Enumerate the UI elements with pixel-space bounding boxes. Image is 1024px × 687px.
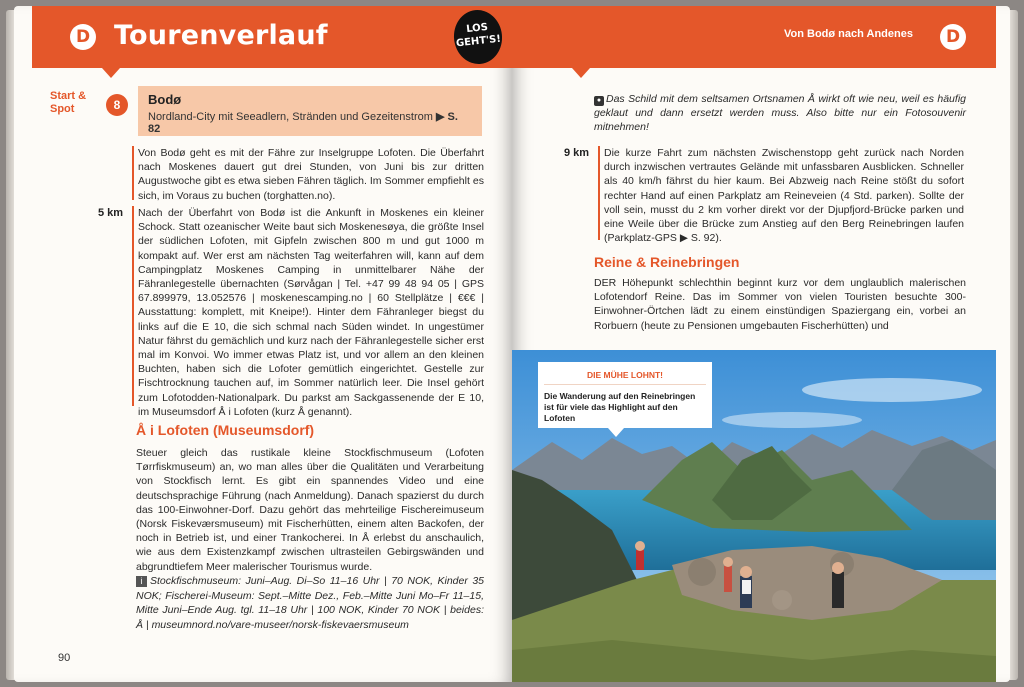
section-heading-reine: Reine & Reinebringen	[594, 254, 740, 270]
callout-notch	[608, 428, 624, 437]
los-gehts-badge	[451, 8, 504, 67]
badge-line-1: LOS	[465, 21, 489, 36]
spot-box	[138, 86, 482, 136]
start-label: Start &	[50, 90, 87, 102]
banner-notch	[102, 68, 120, 78]
route-bar	[598, 146, 600, 240]
moskenes-paragraph: Nach der Überfahrt von Bodø ist die Ankunft in Moskenes ein kleiner Schock. Statt ozeanischer Weite baut sich Moskenesøya, die größte Insel der südlichen Lofoten, mit Gipfeln zwischen 800 m und gut 1000 m kompakt auf. Wer erst am nächsten Tag weiterfahren will, kann auf dem Campingplatz Moskenes Camping in unmittelbarer Nähe der Fähranlegestelle übernachten (Sørvågan | Tel. +47 99 48 94 05 | GPS 67.899979, 13.052576 | moskenescamping.no | 60 Stellplätze | €€€ | Ausstattung: komplett, mit Kneipe!). Hinter dem Fähranleger biegst du links auf die E 10, die sich schmal nach Süden windet. In ungestümer Natur fährst du gemächlich und kurz nach der Fähranlegestelle sicher erst mal im Konvoi. Wo immer etwas Platz ist, und vor allem an den kleinen Buchten, haben sich die Lofoter gemütlich eingerichtet. Gestelle zur Fischtrocknung tauchen auf, im Sommer natürlich leer. Die Insel gehört zum Lofotodden-Nationalpark. Du parkst am Sackgassenende der E 10, im Museumsdorf Å i Lofoten (kurz Å genannt).	[138, 207, 484, 418]
chapter-banner	[32, 6, 512, 68]
museum-info-text: Stockfischmuseum: Juni–Aug. Di–So 11–16 Uhr | 70 NOK, Kinder 35 NOK; Fischerei-Museum: Sept.–Mitte Dez., Feb.–Mitte Juni Mo–Fr 11–15, Mitte Juni–Ende Aug. tgl. 11–18 Uhr | 100 NOK, Kinder 70 NOK | beides: Å | museumnord.no/vare-museer/norsk-fiskevaersmuseum	[136, 575, 484, 631]
spot-label: Spot	[50, 103, 75, 115]
left-page	[14, 6, 512, 682]
callout-body: Die Wanderung auf den Reinebringen ist für viele das Highlight auf den Lofoten	[544, 391, 696, 423]
spot-page-ref[interactable]: ▶ S. 82	[148, 111, 458, 135]
banner-notch	[572, 68, 590, 78]
page-title: Tourenverlauf	[114, 20, 328, 51]
reine-drive-paragraph: Die kurze Fahrt zum nächsten Zwischenstopp geht zurück nach Norden durch inzwischen vertrautes Gelände mit unfassbaren Ausblicken. Schneller als 40 km/h fährst du hier kaum. Bei Abzweig nach Reine stößt du sofort rechter Hand auf einen Parkplatz am Reineveien (4 Std. parken). Sollte der voll sein, musst du 2 km vorher direkt vor der Djupfjord-Brücke parken und eine Weile über die Brücke zum Anstieg auf den Berg Reinebringen laufen (Parkplatz-GPS ▶ S. 92).	[604, 147, 964, 245]
right-page	[512, 6, 1010, 682]
museum-paragraph: Steuer gleich das rustikale kleine Stockfischmuseum (Lofoten Tørrfiskmuseum) an, wo man alles über die Qualitäten und Verarbeitung von Stockfisch lernt. Es gibt ein spannendes Video und eine deutschsprachige Führung (nach Anmeldung). Danach spazierst du durch das 100-Einwohner-Dorf. Dazu gehört das mehrteilige Fischereimuseum (Norsk Fiskeværsmuseum) mit Fischerhütten, einem alten Backofen, der noch in Betrieb ist, und einer Trankocherei. In Å erlebst du anschaulich, wie aus dem Existenzkampf zwischen ultrasteilen Gebirgswänden und abgrundtiefem Meer malerischer Tourismus wurde.	[136, 447, 484, 573]
badge-line-2: GEHT'S!	[455, 33, 502, 50]
route-title: Von Bodø nach Andenes	[784, 28, 913, 40]
start-spot-label	[50, 90, 86, 116]
distance-marker-9km: 9 km	[564, 147, 590, 159]
intro-paragraph: Von Bodø geht es mit der Fähre zur Inselgruppe Lofoten. Die Überfahrt nach Moskenes dauert gut drei Stunden, von Juni bis zur dritten Augustwoche gibt es etwa sieben Fähren täglich. Im Sommer empfiehlt es sich, im Voraus zu buchen (torghatten.no).	[138, 147, 484, 202]
tip-text: Das Schild mit dem seltsamen Ortsnamen Å wirkt oft wie neu, weil es häufig geklaut und dann ersetzt werden muss. Also bitte nur ein Fotosouvenir mitnehmen!	[594, 93, 966, 134]
chapter-banner-right	[512, 6, 996, 68]
spot-subtitle	[148, 110, 472, 135]
route-bar	[132, 206, 134, 406]
chapter-letter-icon: D	[940, 24, 966, 50]
spot-number-badge: 8	[106, 94, 128, 116]
distance-marker-5km: 5 km	[98, 207, 124, 219]
spot-title: Bodø	[148, 92, 182, 107]
reine-paragraph: DER Höhepunkt schlechthin beginnt kurz vor dem unglaublich malerischen Lofotendorf Reine. Das im Sommer von vielen Touristen besuchte 300-Einwohner-Örtchen lädt zu einem einstündigen Spaziergang ein, vorbei an Rorbuern (heute zu Pensionen umgebauten Fischerhütten) und	[594, 277, 966, 332]
tip-box	[594, 92, 966, 135]
page-number: 90	[58, 652, 71, 664]
camera-icon: ●	[594, 96, 604, 106]
callout-title: DIE MÜHE LOHNT!	[544, 370, 706, 385]
info-icon: i	[136, 576, 147, 587]
highlight-callout	[538, 362, 712, 428]
section-heading-museum: Å i Lofoten (Museumsdorf)	[136, 422, 315, 438]
spot-subtitle-text: Nordland-City mit Seeadlern, Stränden und Gezeitenstrom	[148, 111, 433, 123]
route-bar	[132, 146, 134, 200]
museum-info	[136, 574, 484, 632]
chapter-letter-icon: D	[70, 24, 96, 50]
